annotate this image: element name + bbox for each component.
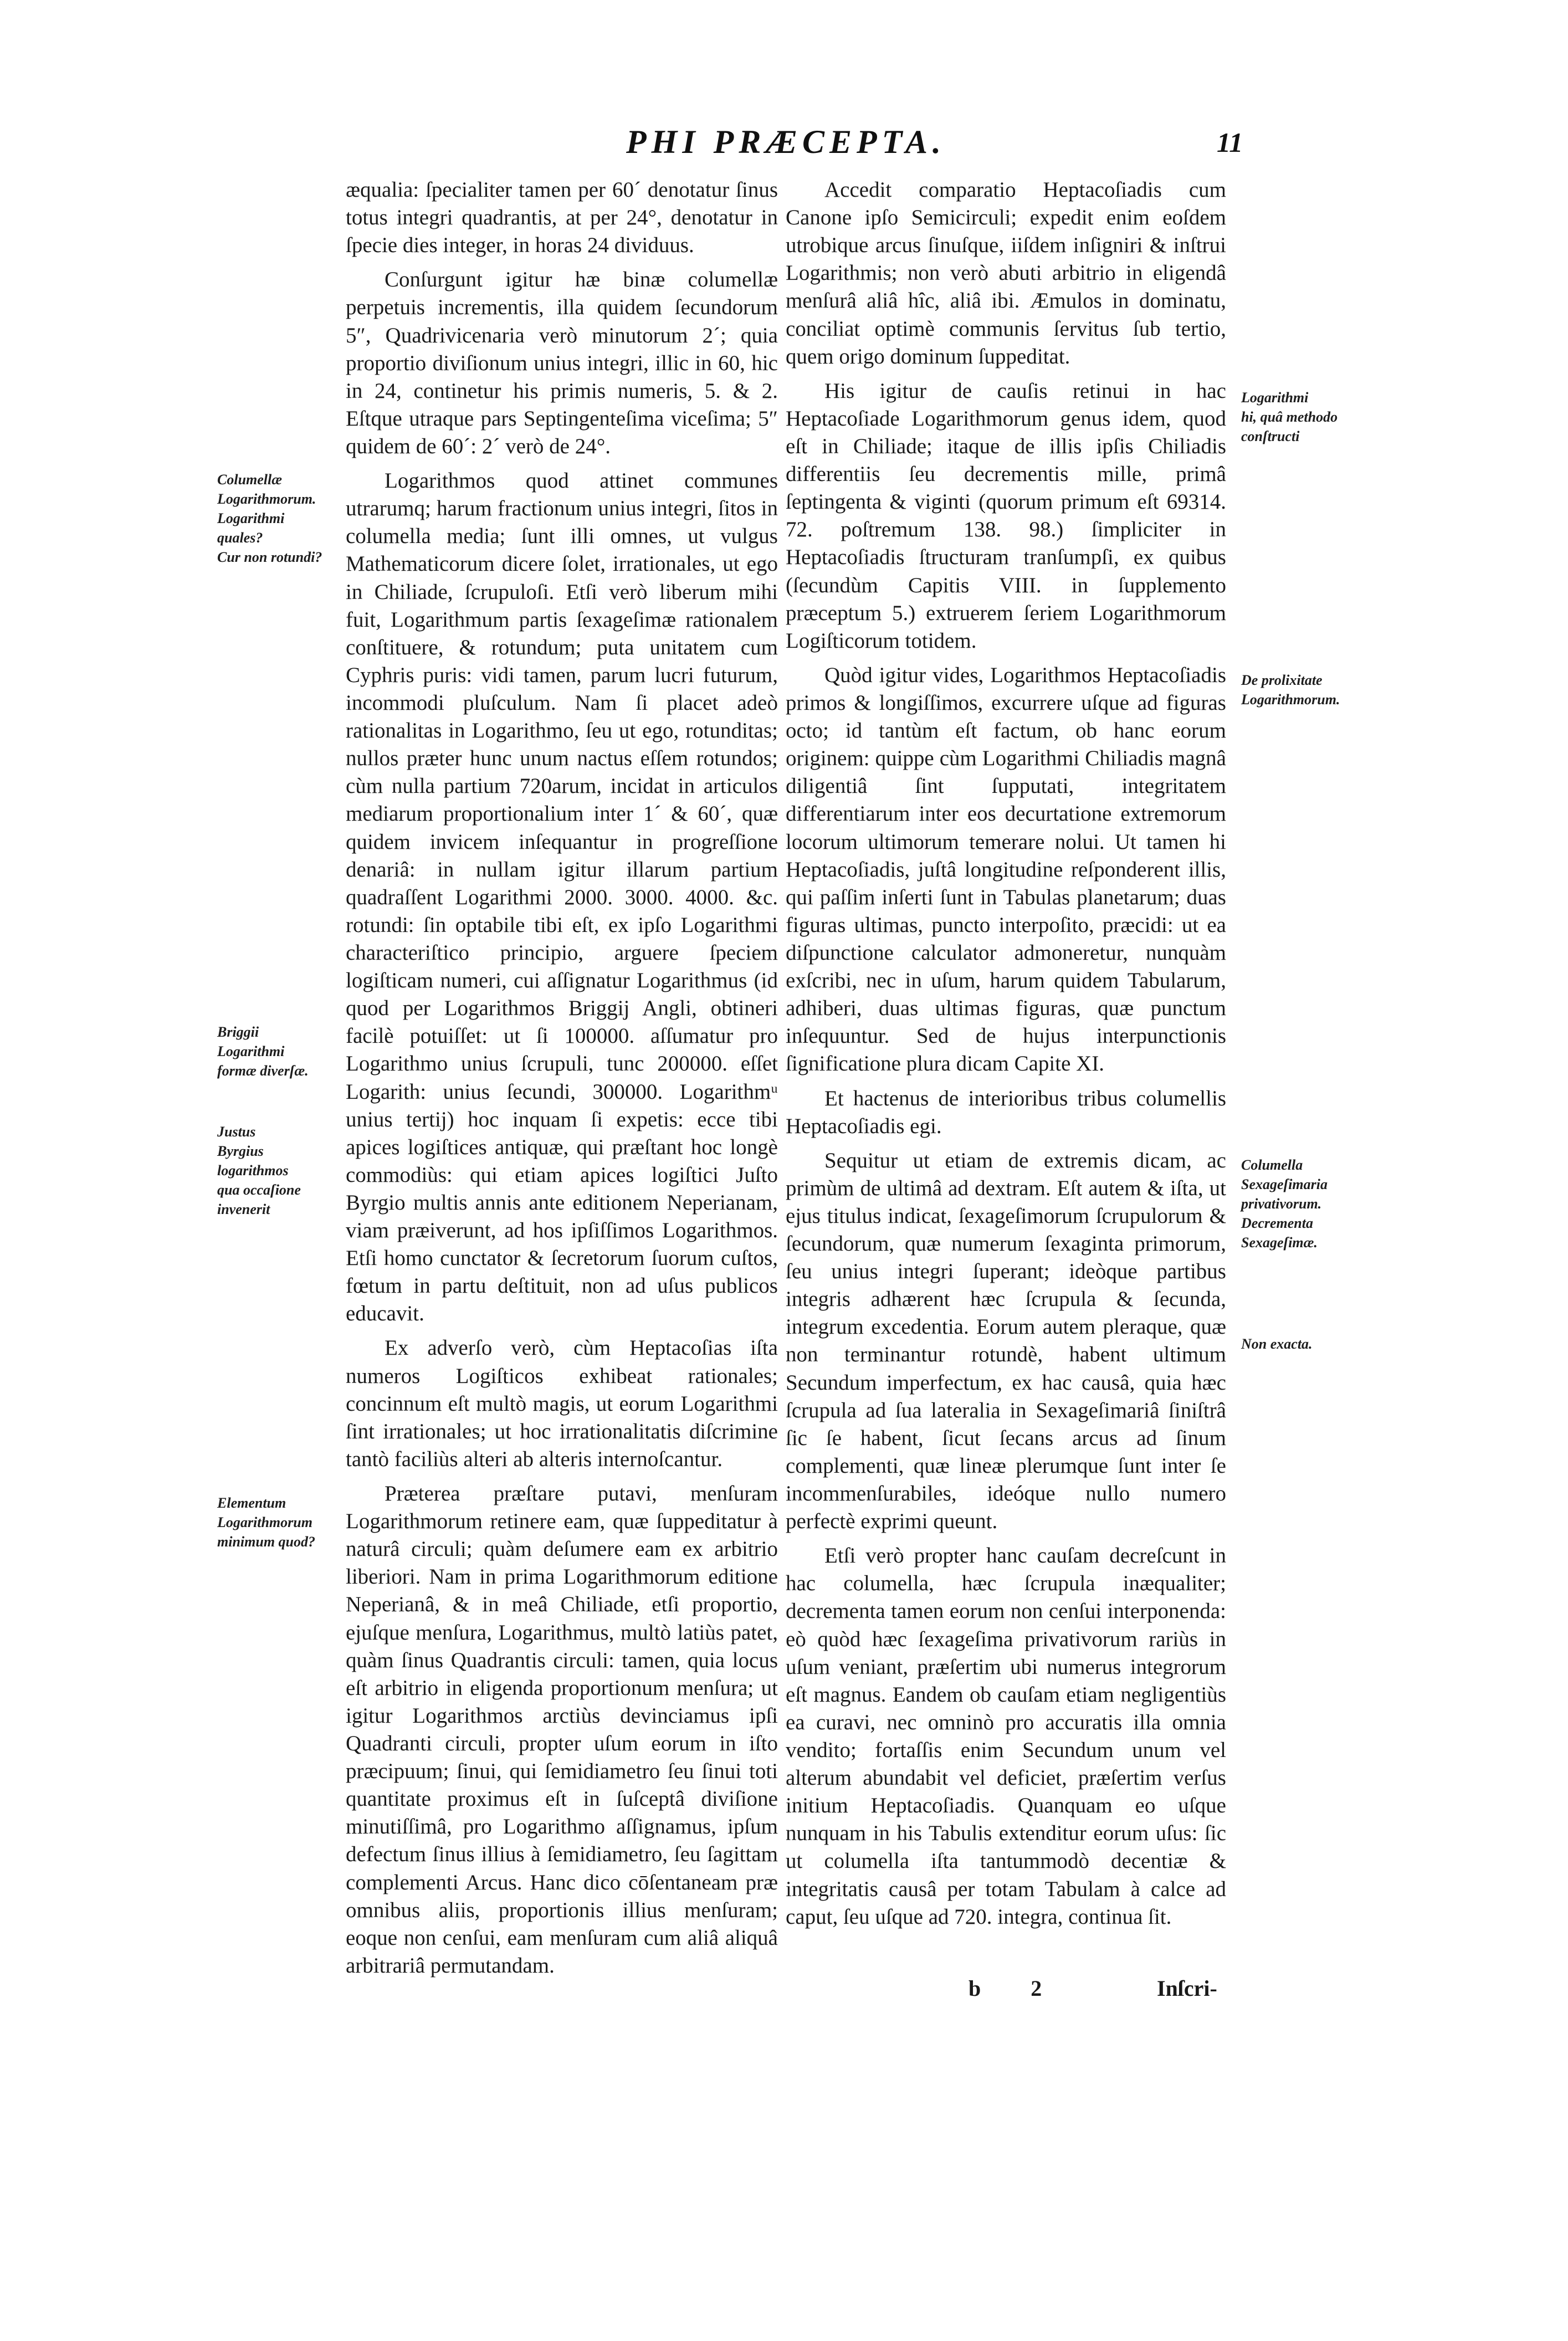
left-text-column: [346, 176, 778, 1986]
paragraph: Et hactenus de interioribus tribus columellis Heptacoſiadis egi.: [786, 1086, 1226, 1138]
paragraph: Etſi verò propter hanc cauſam decreſcunt in hac columella, hæc ſcrupula inæqualiter; decrementa tamen eorum non cenſui interponenda: eò quòd hæc ſexageſima privativorum rariùs in uſum veniant, præſertim ubi numerus integrorum eſt magnus. Eandem ob cauſam etiam negligentiùs ea curavi, nec omninò pro accuratis illa omnia vendito; fortaſſis enim Secundum unum vel alterum abundabit vel deficiet, præſertim verſus initium Heptacoſiadis. Quanquam eo uſque nunquam in his Tabulis extenditur eorum uſus: ſic ut columella iſta tantummodò decentiæ & integritatis causâ per totam Tabulam à calce ad caput, ſeu uſque ad 720. integra, continua ſit.: [786, 1544, 1226, 1929]
signature-mark: b 2: [969, 1976, 1064, 2001]
margin-note-prolixitate: De prolixitate Logarithmorum.: [1241, 672, 1340, 708]
margin-note-elementum: Elementum Logarithmorum minimum quod?: [217, 1495, 315, 1550]
margin-note-briggii: Briggii Logarithmi formæ diverſæ.: [217, 1024, 309, 1079]
page-number: 11: [1217, 127, 1243, 158]
paragraph: Conſurgunt igitur hæ binæ columellæ perpetuis incrementis, illa quidem ſecundorum 5″, Quadrivicenaria verò minutorum 2´; quia proportio diviſionum unius integri, illic in 60, hic in 24, continetur his primis numeris, 5. & 2. Eſtque utraque pars Septingenteſima viceſima; 5″ quidem de 60´: 2´ verò de 24°.: [346, 268, 778, 458]
margin-note-byrgius: Justus Byrgius logarithmos qua occaſione invenerit: [217, 1124, 301, 1218]
paragraph: Quòd igitur vides, Logarithmos Heptacoſiadis primos & longiſſimos, excurrere uſque ad figuras octo; id tantùm eſt factum, ob hanc eorum originem: quippe cùm Logarithmi Chiliadis magnâ diligentiâ ſint ſupputati, integritatem differentiarum inter eos decurtatione extremorum locorum ultimorum temerare nolui. Ut tamen hi Heptacoſiadis, juſtâ longitudine reſponderent illis, qui paſſim inſerti ſunt in Tabulas planetarum; duas figuras ultimas, puncto interpoſito, præcidi: ut ea diſpunctione calculator admoneretur, nunquàm exſcribi, nec in uſum, harum quidem Tabularum, adhiberi, duas ultimas figuras, quæ punctum inſequuntur. Sed de hujus interpunctionis ſignificatione plura dicam Capite XI.: [786, 663, 1226, 1076]
paragraph: His igitur de cauſis retinui in hac Heptacoſiade Logarithmorum genus idem, quod eſt in Chiliade; itaque de illis ipſis Chiliadis differentiis ſeu decrementis mille, primâ ſeptingenta & viginti (quorum primum eſt 69314. 72. poſtremum 138. 98.) ſimpliciter in Heptacoſiadis ſtructuram tranſumpſi, ex quibus (ſecundùm Capitis VIII. in ſupplemento præceptum 5.) extruerem ſeriem Logarithmorum Logiſticorum totidem.: [786, 378, 1226, 653]
catchword: Inſcri-: [1157, 1976, 1217, 2001]
right-text-column: [786, 176, 1226, 1938]
margin-note-constructi: Logarithmi hi, quâ methodo conſtructi: [1241, 390, 1338, 445]
margin-note-sexagesimaria: Columella Sexageſimaria privativorum. Decrementa Sexageſimæ.: [1241, 1157, 1328, 1251]
paragraph: Præterea præſtare putavi, menſuram Logarithmorum retinere eam, quæ ſuppeditatur à naturâ circuli; quàm deſumere eam ex arbitrio liberiori. Nam in prima Logarithmorum editione Neperianâ, & in meâ Chiliade, etſi proportio, ejuſque menſura, Logarithmus, multò latiùs patet, quàm ſinus Quadrantis circuli: tamen, quia locus eſt arbitrio in eligenda proportionum menſura; ut igitur Logarithmos arctiùs devinciamus ipſi Quadranti circuli, propter uſum eorum in iſto præcipuum; ſinui, qui ſemidiametro ſeu ſinui toti quantitate proximus eſt in ſuſceptâ diviſione minutiſſimâ, pro Logarithmo aſſignamus, ipſum defectum ſinus illius à ſemidiametro, ſeu ſagittam complementi Arcus. Hanc dico cōſentaneam præ omnibus aliis, proportionis illius menſuram; eoque non cenſui, eam menſuram cum aliâ aliquâ arbitrariâ permutandam.: [346, 1482, 778, 1978]
paragraph: æqualia: ſpecialiter tamen per 60´ denotatur ſinus totus integri quadrantis, at per 24°, denotatur in ſpecie dies integer, in horas 24 dividuus.: [346, 178, 778, 258]
paragraph: Logarithmos quod attinet communes utrarumq; harum fractionum unius integri, ſitos in columella media; ſunt illi omnes, ut vulgus Mathematicorum dicere ſolet, irrationales, ut ego in Chiliade, ſcrupuloſi. Etſi verò liberum mihi fuit, Logarithmum partis ſexageſimæ rationalem conſtituere, & rotundum; puta unitatem cum Cyphris puris: vidi tamen, parum lucri futurum, incommodi pluſculum. Nam ſi placet adeò rationalitas in Logarithmo, ſeu ut ego, rotunditas; nullos præter hunc unum nactus eſſem rotundos; cùm nulla partium 720arum, incidat in articulos mediarum proportionalium inter 1´ & 60´, quæ quidem invicem inſequantur in progreſſione denariâ: in nullam igitur illarum partium quadraſſent Logarithmi 2000. 3000. 4000. &c. rotundi: ſin optabile tibi eſt, ex ipſo Logarithmi characteriſtico principio, arguere ſpeciem logiſticam numeri, cui aſſignatur Logarithmus (id quod per Logarithmos Briggij Angli, obtineri facilè potuiſſet: ut ſi 100000. aſſumatur pro Logarithmo unius ſcrupuli, tunc 200000. eſſet Logarith: unius ſecundi, 300000. Logarithmᵘ unius tertij) hoc inquam ſi expetis: ecce tibi apices logiſtices antiquæ, qui præſtant hoc longè commodiùs: qui etiam apices logiſtici Juſto Byrgio multis annis ante editionem Neperianam, viam præiverunt, ad hos ipſiſſimos Logarithmos. Etſi homo cunctator & ſecretorum ſuorum cuſtos, fœtum in partu deſtituit, non ad uſus publicos educavit.: [346, 469, 778, 1326]
margin-note-non-exacta: Non exacta.: [1241, 1336, 1313, 1352]
running-head: PHI PRÆCEPTA.: [626, 124, 946, 160]
paragraph: Sequitur ut etiam de extremis dicam, ac primùm de ultimâ ad dextram. Eſt autem & iſta, ut ejus titulus indicat, ſexageſimorum ſcrupulorum & ſecundorum, quæ numerum ſexaginta primorum, ſeu unius integri ſuperant; ideòque partibus integris adhærent hæc ſcrupula & ſecunda, integrum excedentia. Eorum autem pleraque, quæ non terminantur rotundè, habent ultimum Secundum imperfectum, ex hac causâ, quia hæc ſcrupula ad ſua lateralia in Sexageſimariâ ſiniſtrâ ſic ſe habent, ſicut ſecans arcus ad ſinum complementi, quæ lineæ plerumque ſunt inter ſe incommenſurabiles, ideóque nullo numero perfectè exprimi queunt.: [786, 1148, 1226, 1534]
paragraph: Accedit comparatio Heptacoſiadis cum Canone ipſo Semicirculi; expedit enim eoſdem utrobique arcus ſinuſque, iiſdem inſigniri & inſtrui Logarithmis; non verò abuti arbitrio in eligendâ menſurâ aliâ hîc, aliâ ibi. Æmulos in dominatu, conciliat optimè communis ſervitus ſub tertio, quem origo dominum ſuppeditat.: [786, 178, 1226, 368]
paragraph: Ex adverſo verò, cùm Heptacoſias iſta numeros Logiſticos exhibeat rationales; concinnum eſt multò magis, ut eorum Logarithmi ſint irrationales; ut hoc irrationalitatis diſcrimine tantò faciliùs alteri ab alteris internoſcantur.: [346, 1336, 778, 1471]
margin-note-columellae: Columellæ Logarithmorum. Logarithmi quales? Cur non rotundi?: [217, 472, 322, 566]
